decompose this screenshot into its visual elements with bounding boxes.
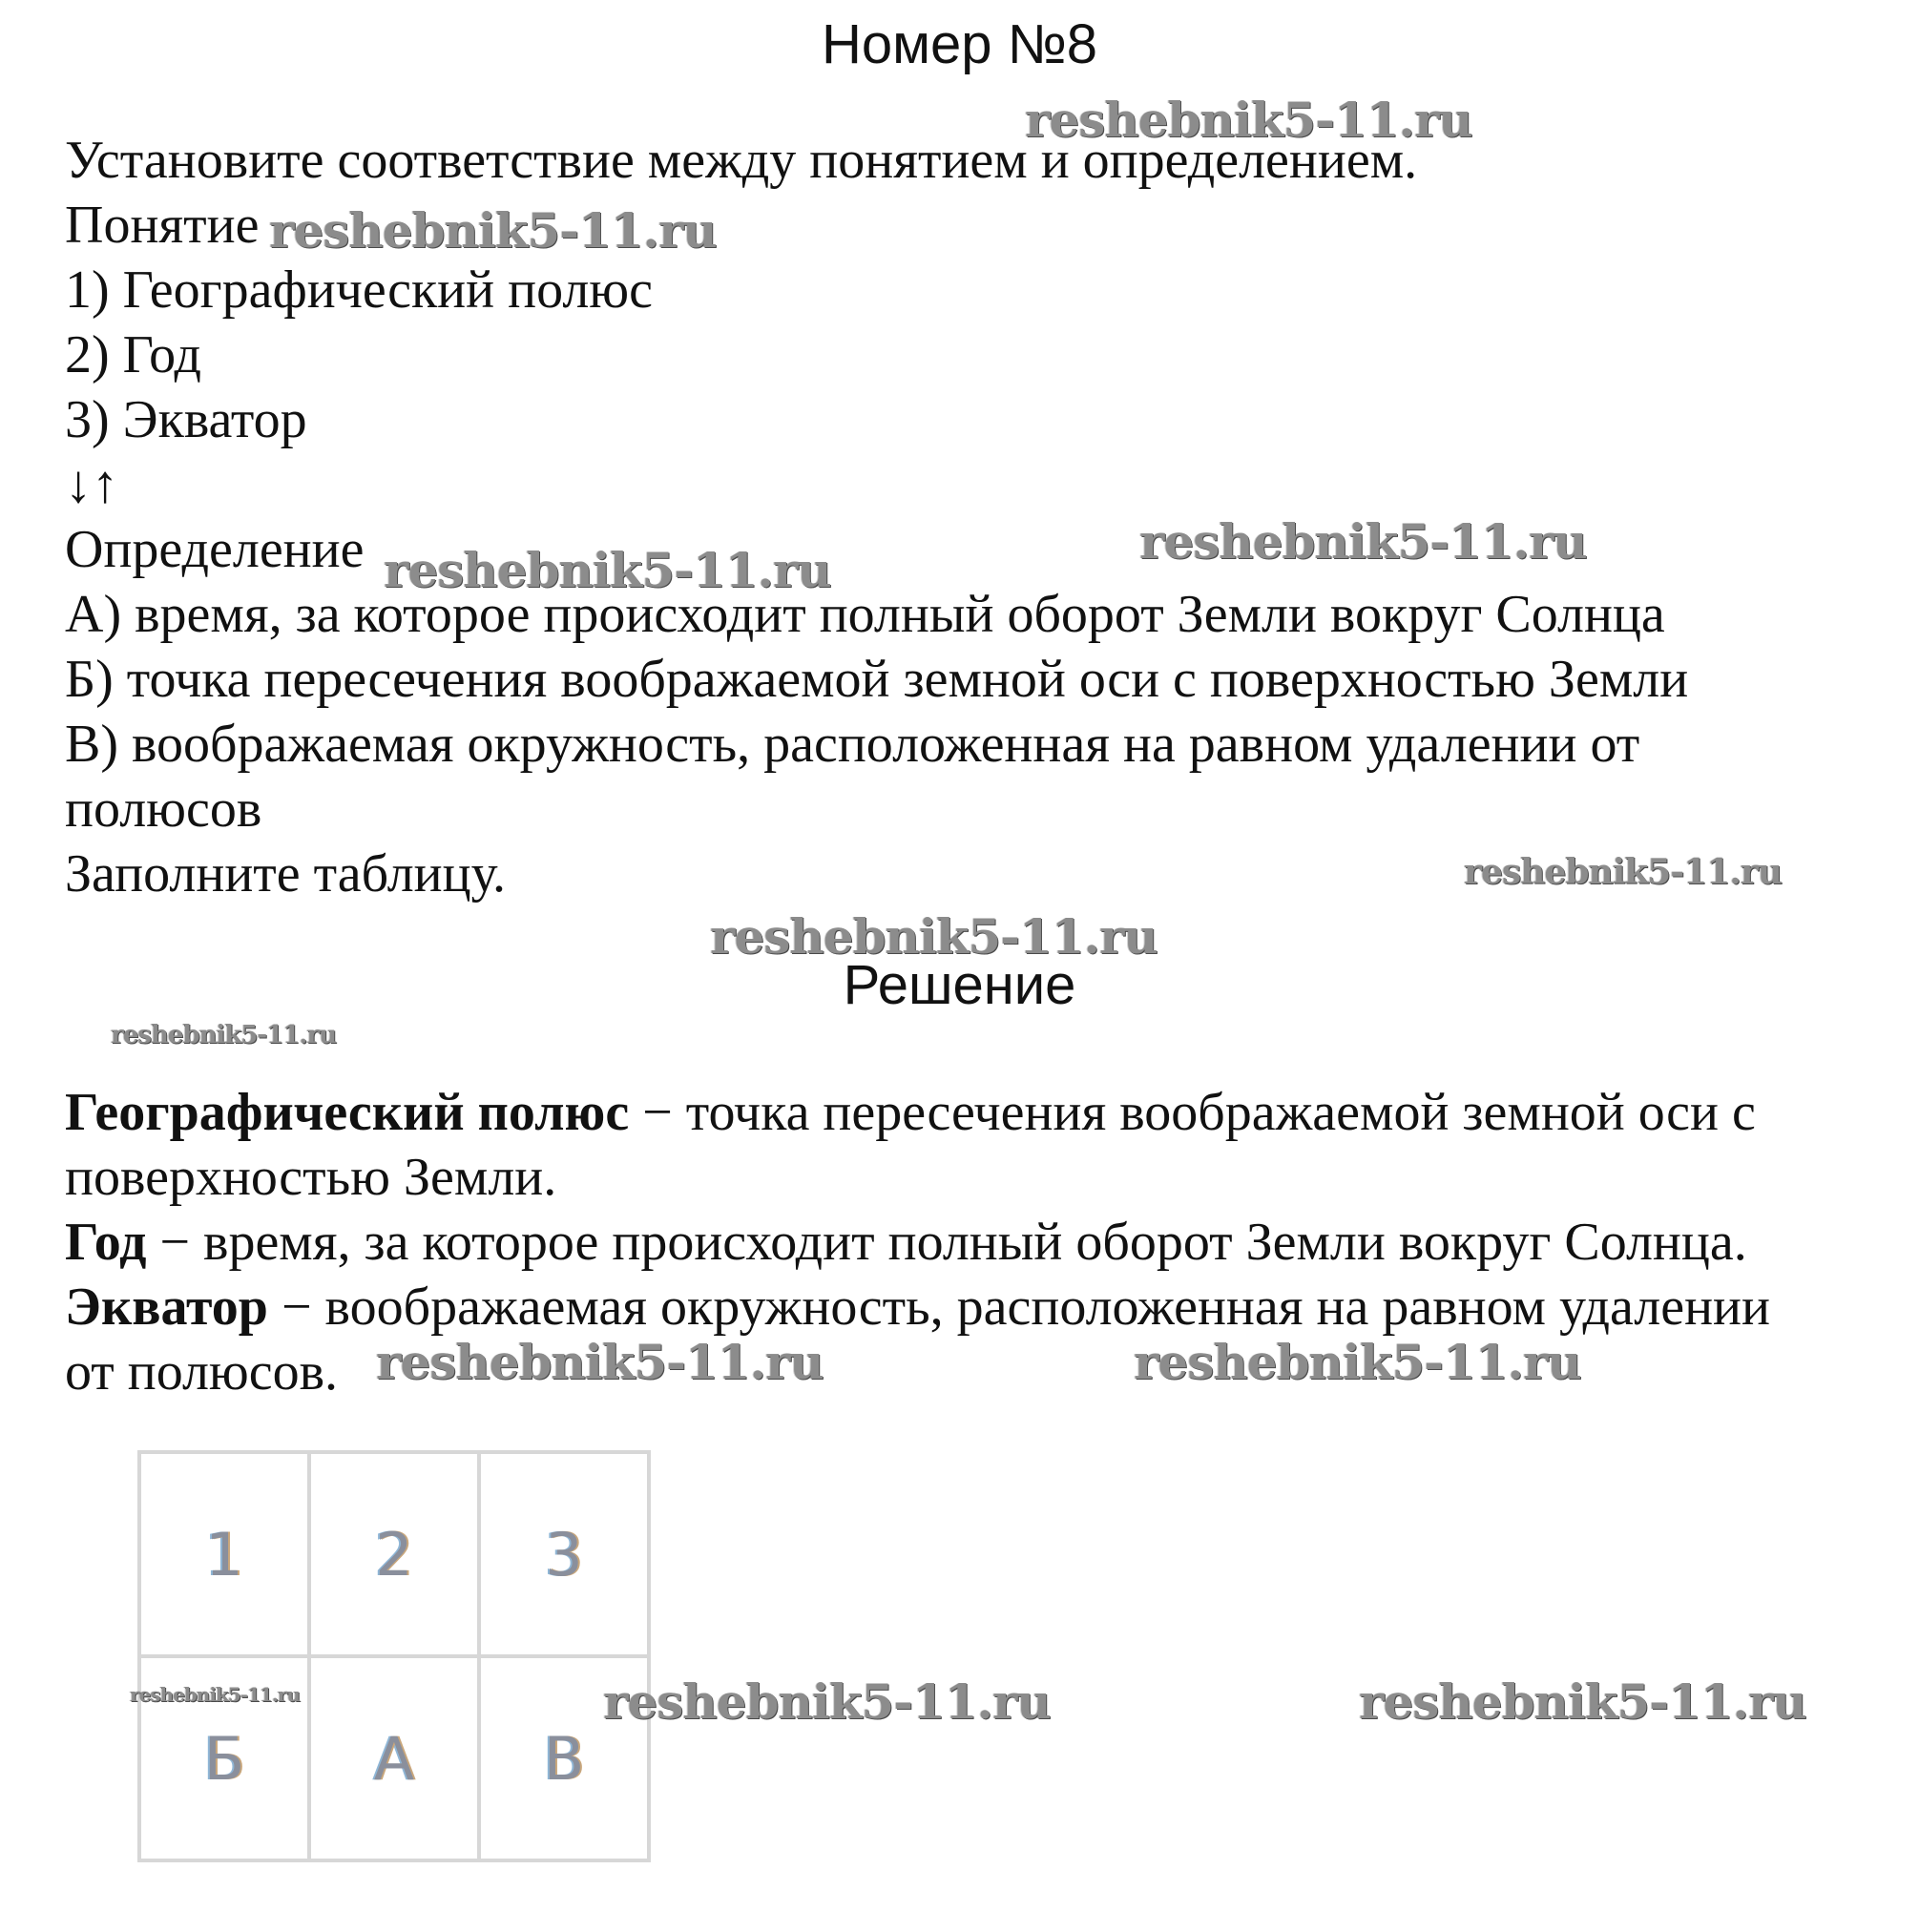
task-instruction: Установите соответствие между понятием и определением. xyxy=(65,131,1418,190)
solution-term: Географический полюс xyxy=(65,1083,630,1142)
watermark: reshebnik5-11.ru xyxy=(1359,1673,1806,1730)
watermark: reshebnik5-11.ru xyxy=(1134,1334,1581,1390)
solution-line xyxy=(65,1080,1756,1145)
concept-item: 3) Экватор xyxy=(65,390,307,449)
concept-item: 2) Год xyxy=(65,325,201,384)
solution-definition: − воображаемая окружность, расположенная на равном удалении xyxy=(267,1278,1770,1337)
solution-term: Год xyxy=(65,1213,147,1272)
solution-heading: Решение xyxy=(843,954,1076,1016)
page-title: Номер №8 xyxy=(821,13,1098,75)
solution-definition: − время, за которое происходит полный оборот Земли вокруг Солнца. xyxy=(146,1213,1747,1272)
answer-cell-letter: Б xyxy=(139,1656,309,1860)
definition-item: А) время, за которое происходит полный оборот Земли вокруг Солнца xyxy=(65,585,1665,644)
definition-item: В) воображаемая окружность, расположенная на равном удалении от xyxy=(65,715,1640,774)
fill-table-instruction: Заполните таблицу. xyxy=(65,844,506,904)
answer-cell-number: 3 xyxy=(479,1452,649,1656)
watermark: reshebnik5-11.ru xyxy=(376,1334,824,1390)
watermark: reshebnik5-11.ru xyxy=(1139,513,1587,570)
definitions-label: Определение xyxy=(65,520,365,579)
solution-definition: − точка пересечения воображаемой земной оси с xyxy=(629,1083,1756,1142)
watermark: reshebnik5-11.ru xyxy=(1464,852,1782,892)
answer-cell-letter: А xyxy=(309,1656,479,1860)
solution-line xyxy=(65,1210,1747,1275)
definition-item: Б) точка пересечения воображаемой земной оси с поверхностью Земли xyxy=(65,650,1689,709)
concepts-label: Понятие xyxy=(65,196,260,255)
answer-cell-letter: В xyxy=(479,1656,649,1860)
watermark: reshebnik5-11.ru xyxy=(710,908,1158,965)
answer-cell-number: 1 xyxy=(139,1452,309,1656)
answer-cell-number: 2 xyxy=(309,1452,479,1656)
watermark: reshebnik5-11.ru xyxy=(130,1683,300,1706)
match-arrows: ↓↑ xyxy=(65,455,118,514)
watermark: reshebnik5-11.ru xyxy=(603,1673,1051,1730)
solution-line-continuation: от полюсов. xyxy=(65,1342,339,1402)
answer-table-row-numbers xyxy=(139,1452,649,1656)
watermark: reshebnik5-11.ru xyxy=(1025,92,1472,148)
concept-item: 1) Географический полюс xyxy=(65,260,653,320)
definition-item-continuation: полюсов xyxy=(65,779,262,839)
solution-line-continuation: поверхностью Земли. xyxy=(65,1148,557,1207)
watermark: reshebnik5-11.ru xyxy=(269,202,717,259)
watermark: reshebnik5-11.ru xyxy=(111,1021,337,1049)
answer-table xyxy=(137,1450,651,1862)
solution-term: Экватор xyxy=(65,1278,268,1337)
watermark: reshebnik5-11.ru xyxy=(384,542,831,598)
solution-line xyxy=(65,1275,1770,1340)
